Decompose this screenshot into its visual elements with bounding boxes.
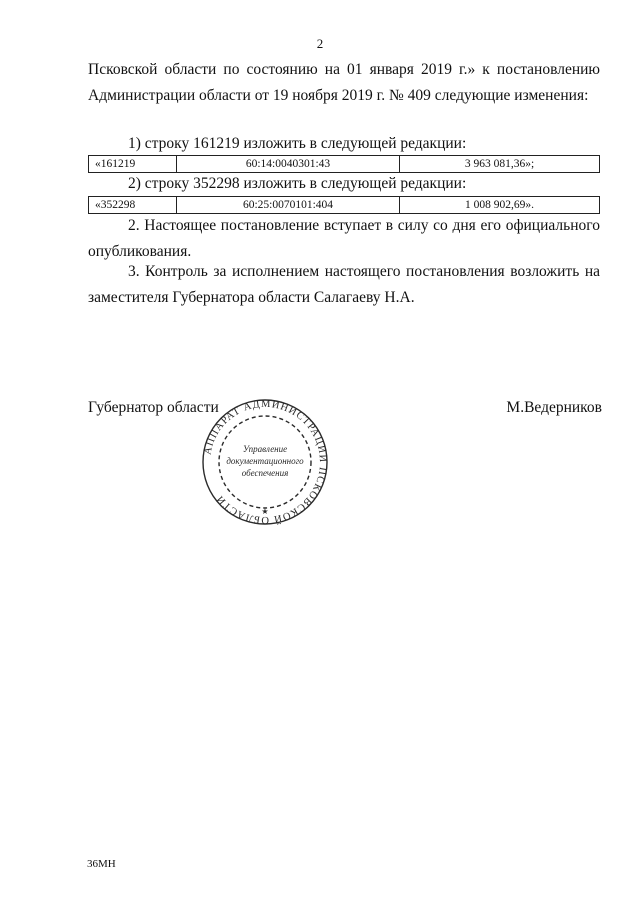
stamp-star-icon: ★: [261, 507, 269, 516]
table-row-352298: [88, 196, 600, 214]
table-cell-value: 3 963 081,36»;: [400, 156, 600, 173]
table-cell-number: «161219: [89, 156, 177, 173]
intro-paragraph: Псковской области по состоянию на 01 января 2019 г.» к постановлению Администрации области от 19 ноября 2019 г. № 409 следующие изменения:: [88, 61, 600, 104]
stamp-outer-text: АППАРАТ АДМИНИСТРАЦИИ ПСКОВСКОЙ ОБЛАСТИ: [202, 398, 329, 526]
table-cell-cadastral: 60:14:0040301:43: [177, 156, 400, 173]
table-cell-value: 1 008 902,69».: [400, 197, 600, 214]
item-2-label: 2) строку 352298 изложить в следующей редакции:: [128, 175, 467, 192]
page-number: 2: [316, 36, 324, 51]
signature-title: Губернатор области: [88, 399, 219, 416]
stamp-line-3: обеспечения: [241, 468, 289, 478]
official-stamp: [200, 398, 330, 526]
stamp-line-1: Управление: [242, 444, 288, 454]
table-cell-number: «352298: [89, 197, 177, 214]
stamp-line-2: документационного: [226, 456, 304, 466]
paragraph-3: 3. Контроль за исполнением настоящего постановления возложить на заместителя Губернатора области Салагаеву Н.А.: [88, 263, 600, 306]
paragraph-2: 2. Настоящее постановление вступает в силу со дня его официального опубликования.: [88, 217, 600, 260]
table-cell-cadastral: 60:25:0070101:404: [177, 197, 400, 214]
signature-name: М.Ведерников: [506, 399, 602, 416]
item-1-label: 1) строку 161219 изложить в следующей редакции:: [128, 135, 467, 152]
footer-code: 36МН: [87, 858, 116, 870]
